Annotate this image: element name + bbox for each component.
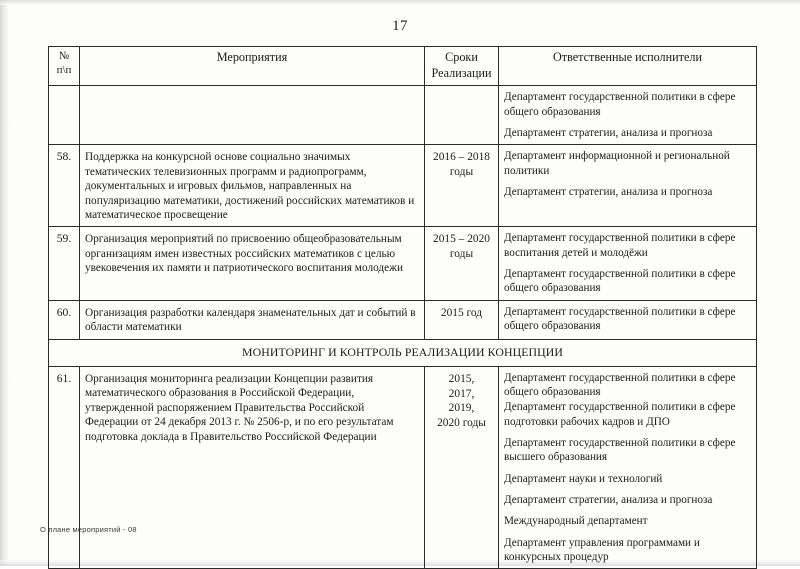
responsible-item: Департамент государственной политики в сфере подготовки рабочих кадров и ДПО bbox=[504, 401, 736, 428]
cell-number bbox=[49, 86, 80, 145]
scan-edge-left bbox=[0, 0, 9, 566]
cell-term bbox=[425, 366, 499, 569]
footer-note: О плане мероприятий - 08 bbox=[40, 525, 137, 534]
responsible-list bbox=[504, 305, 751, 334]
cell-term: 2016 – 2018 годы bbox=[425, 145, 499, 227]
cell-term: 2015 год bbox=[425, 300, 499, 339]
responsible-item: Департамент государственной политики в сфере общего образования bbox=[504, 371, 736, 399]
table-row bbox=[49, 366, 757, 569]
cell-event: Организация разработки календаря знаменательных дат и событий в области математики bbox=[80, 300, 425, 339]
responsible-item: Департамент государственной политики в сфере общего образования bbox=[504, 91, 736, 118]
responsible-item: Департамент стратегии, анализа и прогноза bbox=[504, 126, 713, 139]
responsible-list bbox=[504, 231, 751, 295]
responsible-item: Департамент государственной политики в сфере высшего образования bbox=[504, 437, 736, 464]
responsible-item: Департамент государственной политики в сфере общего образования bbox=[504, 268, 736, 295]
responsible-item: Департамент информационной и региональной политики bbox=[504, 150, 730, 177]
table-header-row bbox=[49, 47, 757, 86]
cell-number: 61. bbox=[49, 366, 80, 569]
cell-responsible bbox=[499, 145, 757, 227]
section-header-label: МОНИТОРИНГ И КОНТРОЛЬ РЕАЛИЗАЦИИ КОНЦЕПЦИИ bbox=[49, 339, 757, 366]
responsible-item: Департамент государственной политики в сфере воспитания детей и молодёжи bbox=[504, 232, 736, 259]
cell-term-line1: 2015, bbox=[448, 372, 475, 385]
cell-number: 58. bbox=[49, 145, 80, 227]
measures-plan-table bbox=[48, 46, 757, 569]
column-header-responsible: Ответственные исполнители bbox=[499, 47, 757, 86]
column-header-number bbox=[49, 47, 80, 86]
cell-term-line3: 2019, bbox=[448, 402, 475, 415]
scan-edge-top bbox=[0, 0, 800, 5]
responsible-list bbox=[504, 149, 751, 199]
table-header bbox=[49, 47, 757, 86]
responsible-item: Департамент науки и технологий bbox=[504, 472, 663, 485]
cell-number: 60. bbox=[49, 300, 80, 339]
responsible-item: Международный департамент bbox=[504, 515, 648, 528]
cell-responsible bbox=[499, 227, 757, 300]
column-header-number-line2: п\п bbox=[56, 63, 72, 76]
cell-event: Организация мероприятий по присвоению общеобразовательным организациям имен известных российских математиков с целью увековечения их памяти и патриотического воспитания молодежи bbox=[80, 227, 425, 300]
cell-term-line4: 2020 годы bbox=[437, 417, 486, 430]
page-number: 17 bbox=[392, 18, 408, 34]
cell-event: Поддержка на конкурсной основе социально значимых тематических телевизионных программ и радиопрограмм, документальных и игровых фильмов, направленных на популяризацию математики, достижений российских математиков и математическое просвещение bbox=[80, 145, 425, 227]
table-body bbox=[49, 86, 757, 569]
table-row bbox=[49, 227, 757, 300]
table-row bbox=[49, 86, 757, 145]
cell-responsible bbox=[499, 300, 757, 339]
cell-term-line2: 2017, bbox=[448, 387, 475, 400]
table-row bbox=[49, 300, 757, 339]
table-section-header-row bbox=[49, 339, 757, 366]
responsible-item: Департамент управления программами и конкурсных процедур bbox=[504, 536, 700, 564]
responsible-list bbox=[504, 371, 751, 565]
responsible-item: Департамент государственной политики в сфере общего образования bbox=[504, 305, 736, 333]
cell-term: 2015 – 2020 годы bbox=[425, 227, 499, 300]
cell-number: 59. bbox=[49, 227, 80, 300]
column-header-event: Мероприятия bbox=[80, 47, 425, 86]
column-header-term-line1: Сроки bbox=[445, 50, 478, 64]
cell-responsible bbox=[499, 86, 757, 145]
responsible-list bbox=[504, 90, 751, 140]
column-header-term-line2: Реализации bbox=[431, 65, 492, 80]
table-row bbox=[49, 145, 757, 227]
cell-event: Организация мониторинга реализации Концепции развития математического образования в Российской Федерации, утвержденной распоряжением Правительства Российской Федерации от 24 декабря 2013 г. № 2506-р, и по его результатам подготовка доклада в Правительство Российской Федерации bbox=[80, 366, 425, 569]
column-header-number-line1: № bbox=[58, 50, 70, 62]
cell-term bbox=[425, 86, 499, 145]
cell-event bbox=[80, 86, 425, 145]
responsible-item: Департамент стратегии, анализа и прогноза bbox=[504, 185, 713, 198]
column-header-term bbox=[425, 47, 499, 86]
responsible-item: Департамент стратегии, анализа и прогноза bbox=[504, 494, 713, 507]
cell-responsible bbox=[499, 366, 757, 569]
